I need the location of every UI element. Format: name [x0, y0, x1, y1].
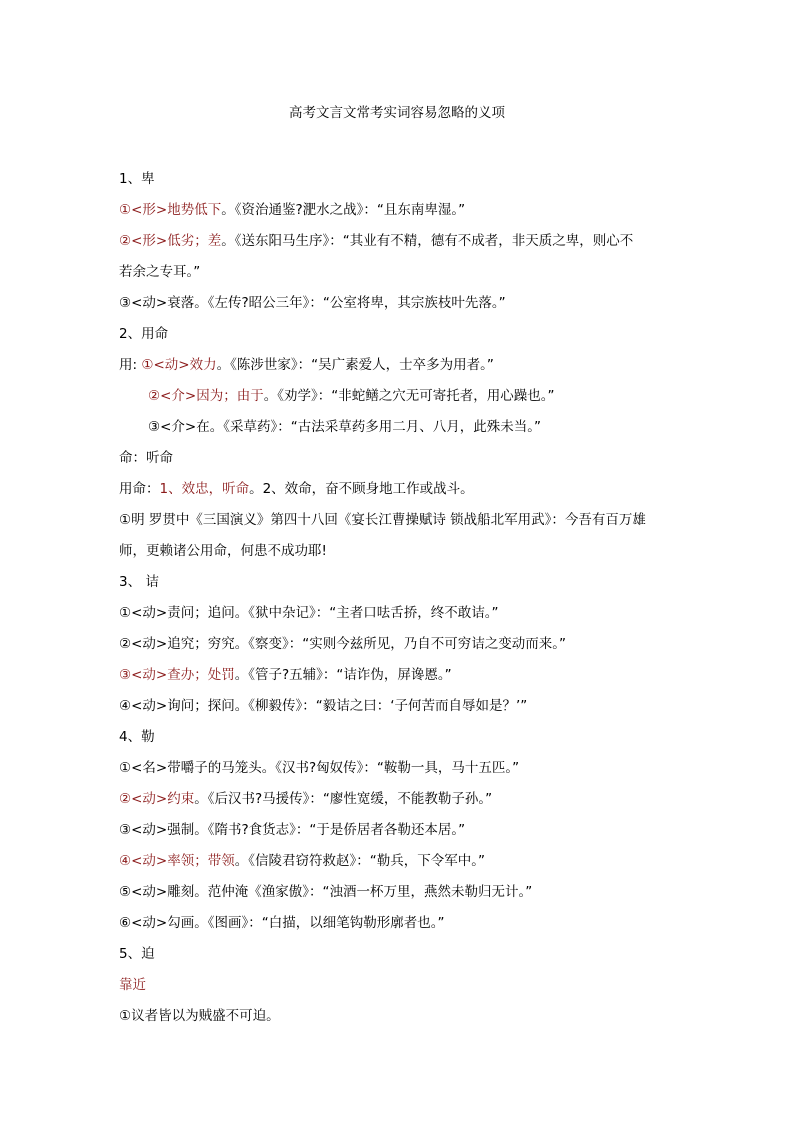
text-line	[119, 164, 679, 195]
text-segment: 。《管子?五辅》：“诘诈伪，屏谗慝。”	[234, 667, 452, 683]
highlighted-definition: ④<动>率领；带领	[119, 853, 235, 869]
text-line	[119, 815, 679, 846]
text-line	[119, 474, 679, 505]
text-segment: 。《信陵君窃符救赵》：“勒兵，下令军中。”	[234, 853, 485, 869]
document-body	[119, 164, 679, 1032]
text-line	[119, 660, 679, 691]
text-line	[119, 877, 679, 908]
text-segment: 用:	[119, 357, 142, 373]
text-line	[119, 567, 679, 598]
text-segment: 。《劝学》：“非蛇鳝之穴无可寄托者，用心躁也。”	[263, 388, 555, 404]
text-line	[119, 350, 679, 381]
highlighted-definition: 1、效忠，听命	[159, 481, 250, 497]
text-segment: 。2、效命，奋不顾身地工作或战斗。	[249, 481, 474, 497]
text-line	[119, 970, 679, 1001]
text-segment: 。《陈涉世家》：“吴广素爱人，士卒多为用者。”	[216, 357, 494, 373]
text-line	[119, 288, 679, 319]
text-line	[119, 412, 679, 443]
text-segment: 用命：	[119, 481, 160, 497]
text-segment: ③<动>强制。《隋书?食货志》：“于是侨居者各勒还本居。”	[119, 822, 466, 838]
text-segment: 4、勒	[119, 729, 155, 745]
text-segment: ①议者皆以为贼盛不可迫。	[119, 1008, 280, 1024]
text-segment: ⑤<动>雕刻。范仲淹《渔家傲》：“浊酒一杯万里，燕然未勒归无计。”	[119, 884, 533, 900]
highlighted-definition: ②<形>低劣；差	[119, 233, 222, 249]
text-segment: ④<动>询问；探问。《柳毅传》：“毅诘之曰：‘子何苦而自辱如是？’”	[119, 698, 528, 714]
highlighted-definition: ①<动>效力	[141, 357, 217, 373]
text-segment: ①<名>带嚼子的马笼头。《汉书?匈奴传》：“鞍勒一具，马十五匹。”	[119, 760, 520, 776]
text-segment: 3、 诘	[119, 574, 159, 590]
text-line	[119, 536, 679, 567]
text-line	[119, 939, 679, 970]
highlighted-definition: 靠近	[119, 977, 146, 993]
text-line	[119, 1001, 679, 1032]
text-segment: 若余之专耳。”	[119, 264, 201, 280]
text-line	[119, 381, 679, 412]
text-line	[119, 257, 679, 288]
text-line	[119, 784, 679, 815]
text-line	[119, 722, 679, 753]
text-line	[119, 629, 679, 660]
text-segment: 5、迫	[119, 946, 155, 962]
text-line	[119, 226, 679, 257]
text-segment: 。《后汉书?马援传》：“廖性宽缓，不能教勒子孙。”	[194, 791, 493, 807]
text-segment: ②<动>追究；穷究。《察变》：“实则今兹所见，乃自不可穷诘之变动而来。”	[119, 636, 566, 652]
highlighted-definition: ②<动>约束	[119, 791, 195, 807]
text-segment: ①<动>责问；追问。《狱中杂记》：“主者口呿舌挢，终不敢诘。”	[119, 605, 499, 621]
text-segment: ⑥<动>勾画。《图画》：“白描，以细笔钩勒形廓者也。”	[119, 915, 445, 931]
text-line	[119, 195, 679, 226]
text-segment: 师，更赖诸公用命，何患不成功耶!	[119, 543, 327, 559]
text-segment: ③<介>在。《采草药》：“古法采草药多用二月、八月，此殊未当。”	[148, 419, 541, 435]
text-line	[119, 691, 679, 722]
highlighted-definition: ③<动>查办；处罚	[119, 667, 235, 683]
text-line	[119, 908, 679, 939]
text-segment: ①明 罗贯中《三国演义》第四十八回《宴长江曹操赋诗 锁战船北军用武》：今吾有百万雄	[119, 512, 646, 528]
text-segment: 2、用命	[119, 326, 169, 342]
text-line	[119, 319, 679, 350]
text-segment: ③<动>衰落。《左传?昭公三年》：“公室将卑，其宗族枝叶先落。”	[119, 295, 506, 311]
text-line	[119, 846, 679, 877]
text-segment: 。《资治通鉴?淝水之战》：“且东南卑湿。”	[221, 202, 466, 218]
text-line	[119, 753, 679, 784]
highlighted-definition: ①<形>地势低下	[119, 202, 222, 218]
text-line	[119, 505, 679, 536]
text-segment: 命：听命	[119, 450, 173, 466]
highlighted-definition: ②<介>因为；由于	[148, 388, 264, 404]
text-line	[119, 443, 679, 474]
text-line	[119, 598, 679, 629]
page-title: 高考文言文常考实词容易忽略的义项	[289, 105, 505, 121]
text-segment: 1、卑	[119, 171, 155, 187]
text-segment: 。《送东阳马生序》：“其业有不精，德有不成者，非天质之卑，则心不	[221, 233, 634, 249]
